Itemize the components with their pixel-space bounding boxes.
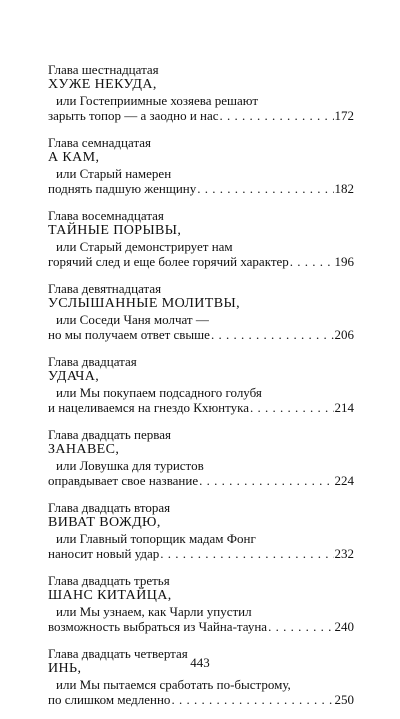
chapter-subtitle-last-line — [48, 327, 354, 342]
chapter-title: ИНЬ, — [48, 661, 82, 676]
chapter-subtitle: или Старый намерен — [56, 166, 172, 181]
subtitle-text: горячий след и еще более горячий характер — [48, 254, 289, 269]
chapter-subtitle: или Мы пытаемся сработать по-быстрому, — [56, 677, 291, 692]
page-number: 443 — [190, 655, 210, 670]
leader-dots — [199, 473, 333, 488]
chapter-subtitle-last-line — [48, 181, 354, 196]
chapter-subtitle: или Мы покупаем подсадного голубя — [56, 385, 262, 400]
chapter-number: Глава двадцатая — [48, 354, 137, 369]
toc-entry — [48, 62, 354, 123]
chapter-title: ШАНС КИТАЙЦА, — [48, 588, 172, 603]
chapter-title: А КАМ, — [48, 150, 100, 165]
subtitle-text: и нацеливаемся на гнездо Кхюнтука — [48, 400, 250, 415]
toc-entry — [48, 135, 354, 196]
page-ref: 224 — [334, 473, 354, 488]
page-ref: 172 — [334, 108, 354, 123]
chapter-subtitle: или Старый демонстрирует нам — [56, 239, 233, 254]
chapter-number: Глава восемнадцатая — [48, 208, 164, 223]
chapter-number: Глава двадцать первая — [48, 427, 171, 442]
subtitle-text: поднять падшую женщину — [48, 181, 197, 196]
subtitle-text: наносит новый удар — [48, 546, 160, 561]
chapter-subtitle-last-line — [48, 619, 354, 634]
chapter-subtitle: или Мы узнаем, как Чарли упустил — [56, 604, 252, 619]
chapter-number: Глава шестнадцатая — [48, 62, 159, 77]
subtitle-text: оправдывает свое название — [48, 473, 199, 488]
chapter-subtitle: или Ловушка для туристов — [56, 458, 204, 473]
subtitle-text: возможность выбраться из Чайна-тауна — [48, 619, 268, 634]
chapter-title: ЗАНАВЕС, — [48, 442, 120, 457]
toc-entry — [48, 208, 354, 269]
subtitle-text: но мы получаем ответ свыше — [48, 327, 210, 342]
chapter-subtitle-last-line — [48, 400, 354, 415]
leader-dots — [220, 108, 334, 123]
chapter-title: ХУЖЕ НЕКУДА, — [48, 77, 157, 92]
toc-entry — [48, 281, 354, 342]
chapter-title: УДАЧА, — [48, 369, 100, 384]
chapter-subtitle: или Гостеприимные хозяева решают — [56, 93, 259, 108]
chapter-number: Глава двадцать вторая — [48, 500, 171, 515]
page-ref: 250 — [334, 692, 354, 707]
table-of-contents — [48, 62, 354, 719]
page-ref: 206 — [334, 327, 354, 342]
chapter-number: Глава семнадцатая — [48, 135, 152, 150]
toc-entry — [48, 427, 354, 488]
page-ref: 182 — [334, 181, 354, 196]
chapter-title: ТАЙНЫЕ ПОРЫВЫ, — [48, 223, 182, 238]
toc-entry — [48, 573, 354, 634]
chapter-subtitle-last-line — [48, 254, 354, 269]
chapter-number: Глава двадцать третья — [48, 573, 170, 588]
chapter-subtitle: или Соседи Чаня молчат — — [56, 312, 209, 327]
chapter-title: ВИВАТ ВОЖДЮ, — [48, 515, 161, 530]
chapter-number: Глава девятнадцатая — [48, 281, 162, 296]
leader-dots — [290, 254, 334, 269]
chapter-title: УСЛЫШАННЫЕ МОЛИТВЫ, — [48, 296, 240, 311]
chapter-subtitle-last-line — [48, 546, 354, 561]
page-ref: 232 — [334, 546, 354, 561]
chapter-number: Глава двадцать четвертая — [48, 646, 188, 661]
page-ref: 214 — [334, 400, 354, 415]
chapter-subtitle-last-line — [48, 108, 354, 123]
leader-dots — [160, 546, 333, 561]
chapter-subtitle: или Главный топорщик мадам Фонг — [56, 531, 256, 546]
subtitle-text: зарыть топор — а заодно и нас — [48, 108, 219, 123]
toc-entry — [48, 354, 354, 415]
leader-dots — [250, 400, 333, 415]
leader-dots — [211, 327, 334, 342]
toc-entry — [48, 500, 354, 561]
leader-dots — [268, 619, 333, 634]
page-ref: 196 — [334, 254, 354, 269]
page-ref: 240 — [334, 619, 354, 634]
chapter-subtitle-last-line — [48, 473, 354, 488]
leader-dots — [197, 181, 333, 196]
subtitle-text: по слишком медленно — [48, 692, 171, 707]
